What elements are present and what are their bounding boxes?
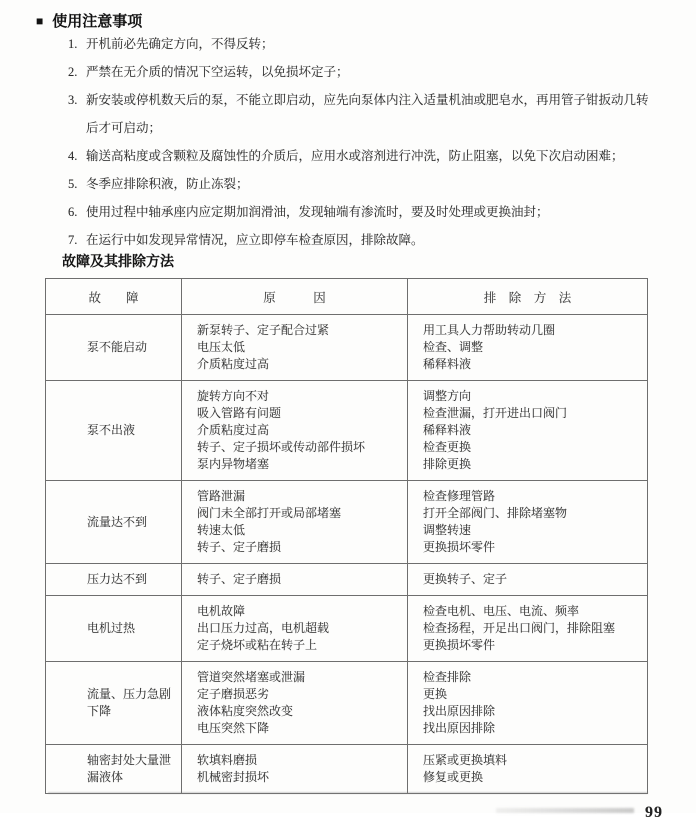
remedy-line: 调整转速 [423, 523, 472, 537]
section-title-text: 使用注意事项 [52, 13, 143, 30]
cause-cell [182, 381, 408, 481]
cause-line: 电机故障 [197, 604, 246, 618]
cause-cell [182, 662, 408, 745]
cause-line: 转速太低 [197, 523, 246, 537]
cause-line: 旋转方向不对 [197, 389, 270, 403]
item-text: 输送高粘度或含颗粒及腐蚀性的介质后，应用水或溶剂进行冲洗，防止阻塞，以免下次启动困难； [86, 149, 624, 163]
remedy-cell [408, 745, 648, 794]
item-number: 1. [68, 37, 78, 51]
cause-line: 软填料磨损 [197, 753, 258, 767]
remedy-line: 排除更换 [423, 457, 472, 471]
remedy-line: 更换转子、定子 [423, 572, 508, 586]
item-number: 7. [68, 233, 78, 247]
table-row [46, 315, 648, 381]
cause-line: 泵内异物堵塞 [197, 457, 270, 471]
table-row [46, 381, 648, 481]
page-footer [645, 804, 663, 821]
remedy-line: 稀释料液 [423, 423, 472, 437]
item-number: 2. [68, 65, 78, 79]
list-item [68, 226, 656, 254]
item-number: 3. [68, 93, 78, 107]
list-item [68, 86, 656, 142]
fault-cell: 泵不能启动 [46, 315, 182, 381]
fault-cell: 轴密封处大量泄漏液体 [46, 745, 182, 794]
remedy-cell [408, 381, 648, 481]
list-item [68, 142, 656, 170]
item-number: 6. [68, 205, 78, 219]
troubleshooting-table [45, 278, 648, 794]
cause-line: 管道突然堵塞或泄漏 [197, 670, 306, 684]
fault-cell: 压力达不到 [46, 564, 182, 596]
list-item [68, 30, 656, 58]
remedy-line: 检查、调整 [423, 340, 484, 354]
fault-cell: 电机过热 [46, 596, 182, 662]
remedy-cell [408, 596, 648, 662]
cause-cell [182, 745, 408, 794]
cause-cell [182, 564, 408, 596]
item-text: 使用过程中轴承座内应定期加润滑油，发现轴端有渗流时，要及时处理或更换油封； [86, 205, 549, 219]
item-text: 新安装或停机数天后的泵，不能立即启动，应先向泵体内注入适量机油或肥皂水，再用管子钳扳动几转后才可启动； [86, 93, 649, 135]
remedy-line: 压紧或更换填料 [423, 753, 508, 767]
remedy-line: 检查泄漏，打开进出口阀门 [423, 406, 568, 420]
cause-line: 吸入管路有问题 [197, 406, 282, 420]
cause-line: 转子、定子磨损 [197, 572, 282, 586]
cause-line: 新泵转子、定子配合过紧 [197, 323, 330, 337]
cause-line: 阀门未全部打开或局部堵塞 [197, 506, 342, 520]
item-text: 开机前必先确定方向，不得反转； [86, 37, 274, 51]
list-item [68, 58, 656, 86]
cause-line: 电压突然下降 [197, 721, 270, 735]
table-row [46, 564, 648, 596]
remedy-line: 修复或更换 [423, 770, 484, 784]
remedy-line: 检查扬程，开足出口阀门，排除阻塞 [423, 621, 616, 635]
item-text: 在运行中如发现异常情况，应立即停车检查原因，排除故障。 [86, 233, 424, 247]
remedy-line: 找出原因排除 [423, 721, 496, 735]
item-text: 严禁在无介质的情况下空运转，以免损坏定子； [86, 65, 349, 79]
remedy-line: 稀释料液 [423, 357, 472, 371]
scan-shadow-line [48, 792, 648, 794]
item-number: 4. [68, 149, 78, 163]
table-row [46, 662, 648, 745]
cause-line: 定子烧坏或粘在转子上 [197, 638, 318, 652]
remedy-cell [408, 481, 648, 564]
page-number: 99 [645, 804, 663, 821]
remedy-line: 更换损坏零件 [423, 540, 496, 554]
table-row [46, 745, 648, 794]
remedy-cell [408, 564, 648, 596]
remedy-cell [408, 315, 648, 381]
table-row [46, 596, 648, 662]
cause-line: 介质粘度过高 [197, 357, 270, 371]
header-fault: 故 障 [46, 279, 182, 315]
header-cause: 原 因 [182, 279, 408, 315]
remedy-line: 检查修理管路 [423, 489, 496, 503]
item-text: 冬季应排除积液，防止冻裂； [86, 177, 249, 191]
item-number: 5. [68, 177, 78, 191]
cause-cell [182, 315, 408, 381]
list-item [68, 198, 656, 226]
remedy-line: 打开全部阀门、排除堵塞物 [423, 506, 568, 520]
remedy-line: 更换 [423, 687, 448, 701]
square-bullet-icon: ■ [36, 13, 44, 28]
cause-cell [182, 481, 408, 564]
cause-line: 管路泄漏 [197, 489, 246, 503]
fault-cell: 流量达不到 [46, 481, 182, 564]
remedy-line: 更换损坏零件 [423, 638, 496, 652]
fault-cell: 流量、压力急剧下降 [46, 662, 182, 745]
precautions-list [68, 30, 656, 254]
fault-cell: 泵不出液 [46, 381, 182, 481]
cause-line: 电压太低 [197, 340, 246, 354]
cause-line: 定子磨损恶劣 [197, 687, 270, 701]
list-item [68, 170, 656, 198]
footer-smudge [496, 808, 634, 813]
table-header-row [46, 279, 648, 315]
remedy-cell [408, 662, 648, 745]
remedy-line: 用工具人力帮助转动几圈 [423, 323, 556, 337]
header-remedy: 排 除 方 法 [408, 279, 648, 315]
cause-cell [182, 596, 408, 662]
remedy-line: 找出原因排除 [423, 704, 496, 718]
cause-line: 出口压力过高，电机超载 [197, 621, 330, 635]
cause-line: 机械密封损坏 [197, 770, 270, 784]
cause-line: 转子、定子损坏或传动部件损坏 [197, 440, 366, 454]
section-title-usage-notes [36, 10, 142, 31]
table-row [46, 481, 648, 564]
cause-line: 液体粘度突然改变 [197, 704, 294, 718]
cause-line: 转子、定子磨损 [197, 540, 282, 554]
section-title-troubleshooting: 故障及其排除方法 [62, 253, 174, 269]
remedy-line: 检查排除 [423, 670, 472, 684]
cause-line: 介质粘度过高 [197, 423, 270, 437]
remedy-line: 检查电机、电压、电流、频率 [423, 604, 580, 618]
remedy-line: 调整方向 [423, 389, 472, 403]
remedy-line: 检查更换 [423, 440, 472, 454]
